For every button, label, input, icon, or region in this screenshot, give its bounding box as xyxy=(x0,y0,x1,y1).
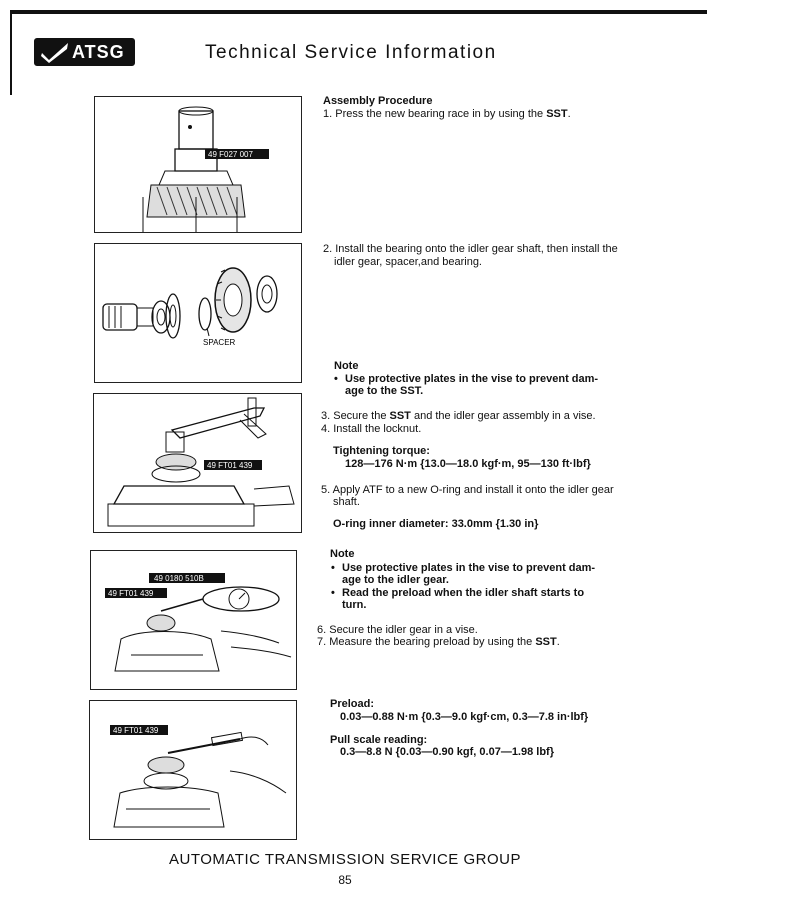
checkmark-icon xyxy=(40,41,70,63)
note-1-line1: • Use protective plates in the vise to prevent dam- xyxy=(345,373,598,386)
step-2-line1: 2. Install the bearing onto the idler gear shaft, then install the xyxy=(323,243,618,255)
figure1-tool-label: 49 F027 007 xyxy=(208,150,253,159)
figure4-tool-label: 49 FT01 439 xyxy=(108,589,154,598)
figure4-gauge-label: 49 0180 510B xyxy=(154,574,204,583)
figure-pull-scale xyxy=(89,700,297,840)
spacer-label: SPACER xyxy=(203,338,236,347)
figure5-tool-label: 49 FT01 439 xyxy=(113,726,159,735)
page-title: Technical Service Information xyxy=(205,42,497,63)
note-2-bullet1-line2: age to the idler gear. xyxy=(342,574,449,586)
figure-preload-gauge xyxy=(90,550,297,690)
preload-heading: Preload: xyxy=(330,698,375,710)
page-number: 85 xyxy=(338,873,352,887)
figure-idler-gear-parts xyxy=(94,243,302,383)
footer-org: AUTOMATIC TRANSMISSION SERVICE GROUP xyxy=(169,851,521,868)
note-2-bullet1-line1: • Use protective plates in the vise to prevent dam- xyxy=(342,562,595,575)
step-3: 3. Secure the SST and the idler gear assembly in a vise. xyxy=(321,410,596,422)
step-4: 4. Install the locknut. xyxy=(321,423,422,435)
atsg-logo xyxy=(34,38,135,66)
preload-value: 0.03—0.88 N·m {0.3—9.0 kgf·cm, 0.3—7.8 in·lbf} xyxy=(340,711,589,723)
note-2-heading: Note xyxy=(330,548,355,560)
assembly-heading: Assembly Procedure xyxy=(323,95,433,107)
torque-value: 128—176 N·m {13.0—18.0 kgf·m, 95—130 ft·lbf} xyxy=(345,458,591,470)
torque-heading: Tightening torque: xyxy=(333,445,430,457)
figure3-tool-label: 49 FT01 439 xyxy=(207,461,253,470)
figure-press-bearing-race xyxy=(94,96,302,233)
note-2-bullet2-line2: turn. xyxy=(342,599,367,611)
step-6: 6. Secure the idler gear in a vise. xyxy=(317,624,478,636)
pull-scale-value: 0.3—8.8 N {0.03—0.90 kgf, 0.07—1.98 lbf} xyxy=(340,746,555,758)
step-5-line2: shaft. xyxy=(333,496,360,508)
step-2-line2: idler gear, spacer,and bearing. xyxy=(334,256,482,268)
step-7: 7. Measure the bearing preload by using the SST. xyxy=(317,636,560,648)
logo-text: ATSG xyxy=(72,41,125,62)
note-1-line2: age to the SST. xyxy=(345,385,424,397)
figure-vise-assembly xyxy=(93,393,302,533)
oring-diameter: O-ring inner diameter: 33.0mm {1.30 in} xyxy=(333,518,539,530)
pull-scale-heading: Pull scale reading: xyxy=(330,734,428,746)
left-rule xyxy=(10,10,12,95)
step-5-line1: 5. Apply ATF to a new O-ring and install it onto the idler gear xyxy=(321,484,614,496)
note-2-bullet2-line1: • Read the preload when the idler shaft starts to xyxy=(342,587,584,600)
top-rule xyxy=(10,10,707,14)
note-1-heading: Note xyxy=(334,360,359,372)
step-1: 1. Press the new bearing race in by using the SST. xyxy=(323,108,571,120)
